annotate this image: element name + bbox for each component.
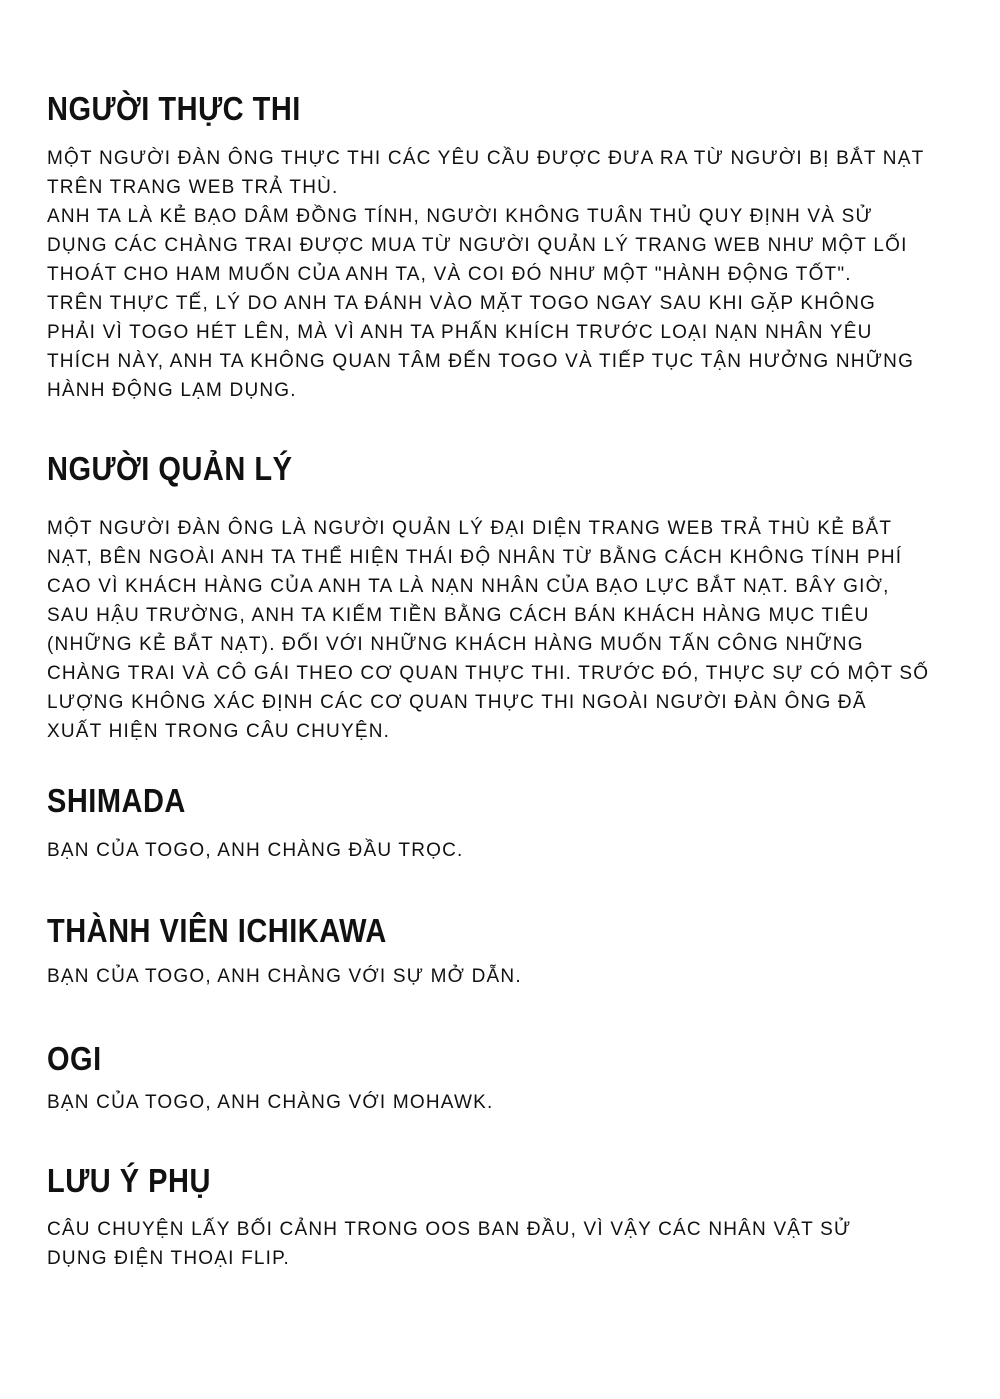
- text-line: BẠN CỦA TOGO, ANH CHÀNG ĐẦU TRỌC.: [47, 840, 464, 861]
- text-line: CÂU CHUYỆN LẤY BỐI CẢNH TRONG OOS BAN ĐẦU, VÌ VẬY CÁC NHÂN VẬT SỬ: [47, 1219, 852, 1240]
- section-body: [47, 836, 947, 865]
- section-title: OGI: [47, 1041, 102, 1078]
- text-line: MỘT NGƯỜI ĐÀN ÔNG LÀ NGƯỜI QUẢN LÝ ĐẠI DIỆN TRANG WEB TRẢ THÙ KẺ BẮT: [47, 518, 893, 539]
- section-body: [47, 144, 947, 405]
- section-luu-y-phu: [47, 1162, 947, 1273]
- text-line: THÍCH NÀY, ANH TA KHÔNG QUAN TÂM ĐẾN TOGO VÀ TIẾP TỤC TẬN HƯỞNG NHỮNG: [47, 351, 915, 372]
- text-line: NẠT, BÊN NGOÀI ANH TA THỂ HIỆN THÁI ĐỘ NHÂN TỪ BẰNG CÁCH KHÔNG TÍNH PHÍ: [47, 547, 903, 568]
- text-line: TRÊN TRANG WEB TRẢ THÙ.: [47, 177, 339, 198]
- section-body: [47, 514, 947, 746]
- section-body: [47, 962, 947, 991]
- text-line: PHẢI VÌ TOGO HÉT LÊN, MÀ VÌ ANH TA PHẤN KHÍCH TRƯỚC LOẠI NẠN NHÂN YÊU: [47, 322, 873, 343]
- text-line: XUẤT HIỆN TRONG CÂU CHUYỆN.: [47, 721, 391, 742]
- section-title: LƯU Ý PHỤ: [47, 1163, 211, 1200]
- section-body: [47, 1215, 947, 1273]
- section-shimada: [47, 782, 947, 865]
- text-line: BẠN CỦA TOGO, ANH CHÀNG VỚI MOHAWK.: [47, 1092, 494, 1113]
- text-line: MỘT NGƯỜI ĐÀN ÔNG THỰC THI CÁC YÊU CẦU ĐƯỢC ĐƯA RA TỪ NGƯỜI BỊ BẮT NẠT: [47, 148, 925, 169]
- section-ichikawa: [47, 912, 947, 991]
- text-line: CHÀNG TRAI VÀ CÔ GÁI THEO CƠ QUAN THỰC THI. TRƯỚC ĐÓ, THỰC SỰ CÓ MỘT SỐ: [47, 663, 930, 684]
- text-line: LƯỢNG KHÔNG XÁC ĐỊNH CÁC CƠ QUAN THỰC THI NGOÀI NGƯỜI ĐÀN ÔNG ĐÃ: [47, 692, 867, 713]
- section-title: THÀNH VIÊN ICHIKAWA: [47, 913, 387, 950]
- text-line: TRÊN THỰC TẾ, LÝ DO ANH TA ĐÁNH VÀO MẶT TOGO NGAY SAU KHI GẶP KHÔNG: [47, 293, 876, 314]
- section-ogi: [47, 1040, 947, 1117]
- section-body: [47, 1088, 947, 1117]
- text-line: BẠN CỦA TOGO, ANH CHÀNG VỚI SỰ MỞ DẪN.: [47, 966, 522, 987]
- text-line: ANH TA LÀ KẺ BẠO DÂM ĐỒNG TÍNH, NGƯỜI KHÔNG TUÂN THỦ QUY ĐỊNH VÀ SỬ: [47, 206, 873, 227]
- section-nguoi-quan-ly: [47, 450, 947, 746]
- section-nguoi-thuc-thi: [47, 90, 947, 405]
- text-line: DỤNG CÁC CHÀNG TRAI ĐƯỢC MUA TỪ NGƯỜI QUẢN LÝ TRANG WEB NHƯ MỘT LỐI: [47, 235, 908, 256]
- text-line: (NHỮNG KẺ BẮT NẠT). ĐỐI VỚI NHỮNG KHÁCH HÀNG MUỐN TẤN CÔNG NHỮNG: [47, 634, 864, 655]
- text-line: DỤNG ĐIỆN THOẠI FLIP.: [47, 1248, 291, 1269]
- text-line: CAO VÌ KHÁCH HÀNG CỦA ANH TA LÀ NẠN NHÂN CỦA BẠO LỰC BẮT NẠT. BÂY GIỜ,: [47, 576, 890, 597]
- section-title: NGƯỜI THỰC THI: [47, 91, 301, 128]
- section-title: NGƯỜI QUẢN LÝ: [47, 451, 293, 488]
- section-title: SHIMADA: [47, 783, 186, 820]
- text-line: THOÁT CHO HAM MUỐN CỦA ANH TA, VÀ COI ĐÓ NHƯ MỘT "HÀNH ĐỘNG TỐT".: [47, 264, 852, 285]
- text-line: HÀNH ĐỘNG LẠM DỤNG.: [47, 380, 297, 401]
- text-line: SAU HẬU TRƯỜNG, ANH TA KIẾM TIỀN BẰNG CÁCH BÁN KHÁCH HÀNG MỤC TIÊU: [47, 605, 870, 626]
